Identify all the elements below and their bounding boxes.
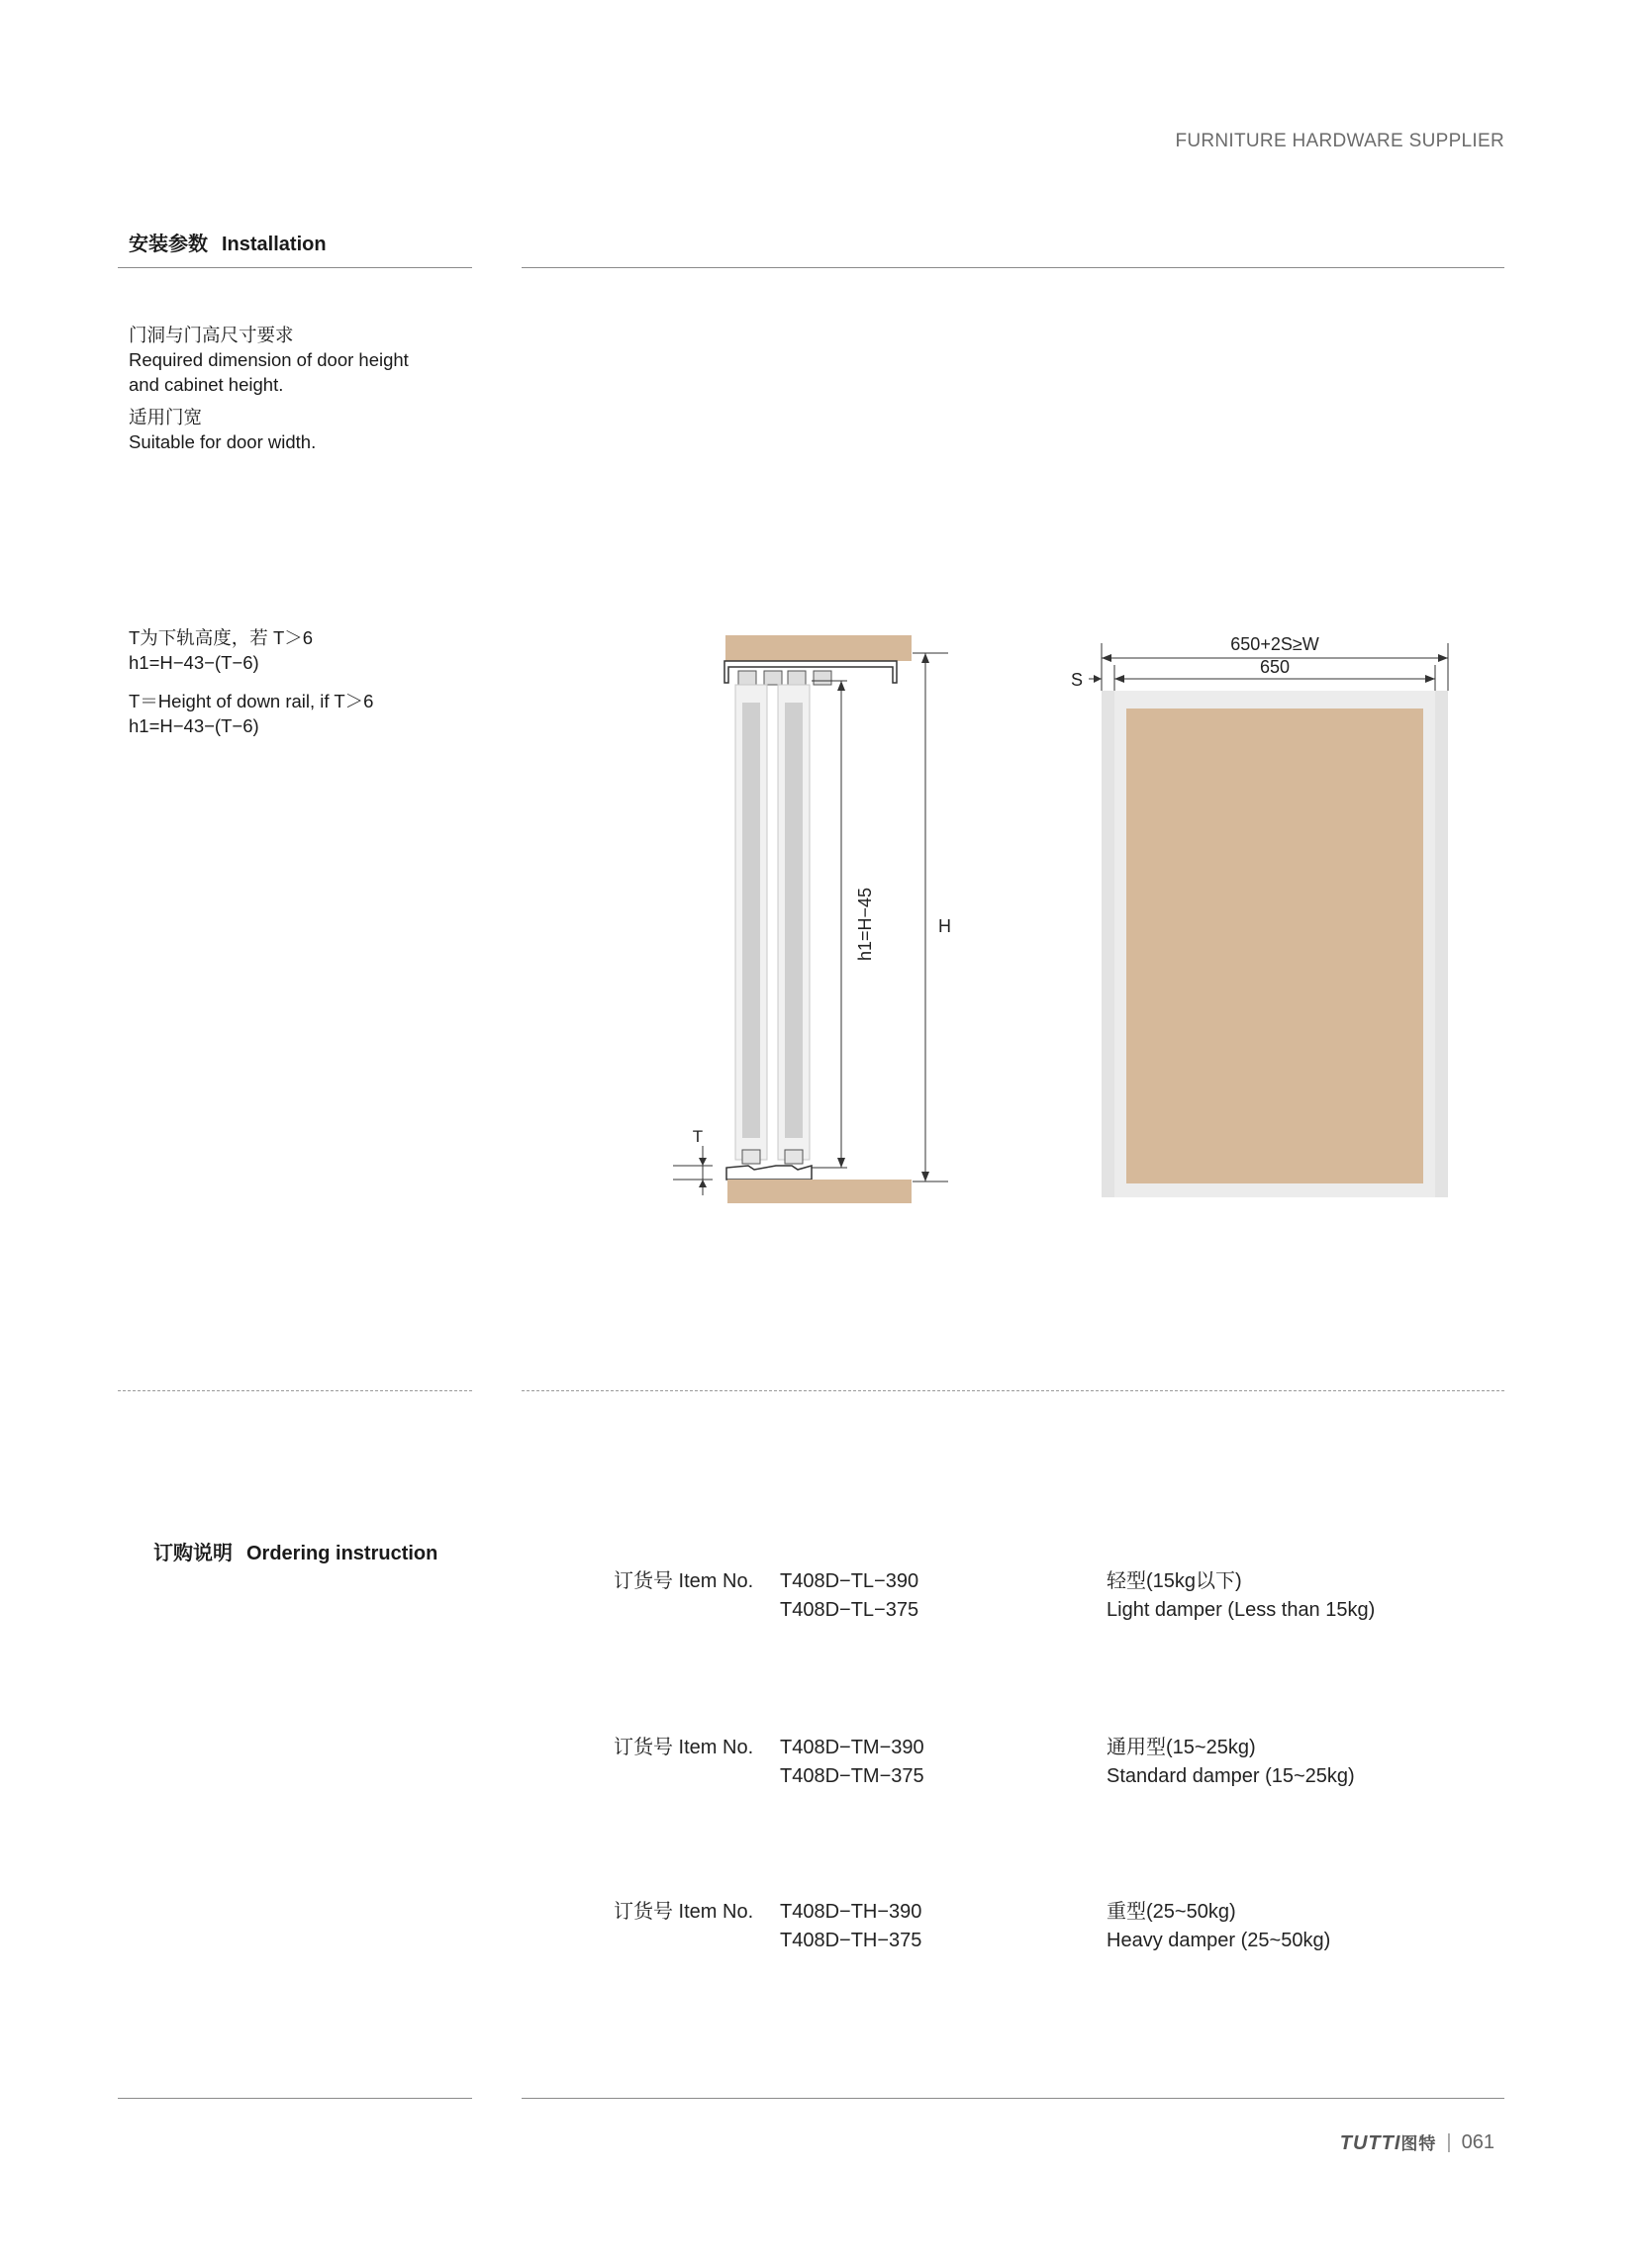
divider-left-top	[118, 267, 472, 268]
door-wood-panel	[1126, 709, 1423, 1183]
item-code-390: T408D−TM−390	[780, 1737, 924, 1758]
divider-right-top	[522, 267, 1504, 268]
s-dimension-label: S	[1070, 670, 1084, 690]
item-code-390: T408D−TL−390	[780, 1570, 919, 1592]
rail-height-note	[129, 625, 373, 738]
dashed-divider-left	[118, 1390, 472, 1391]
door-width-zh: 适用门宽	[129, 407, 203, 427]
note-en-line2: h1=H−43−(T−6)	[129, 715, 259, 736]
damper-type-en: Light damper (Less than 15kg)	[1107, 1599, 1376, 1621]
damper-type-zh: 通用型(15~25kg)	[1107, 1737, 1256, 1758]
item-code-375: T408D−TM−375	[780, 1765, 924, 1787]
damper-type-en: Standard damper (15~25kg)	[1107, 1765, 1355, 1787]
item-no-label: 订货号 Item No.	[614, 1737, 754, 1758]
requirement-zh: 门洞与门高尺寸要求	[129, 325, 294, 345]
divider-right-bottom	[522, 2098, 1504, 2099]
item-no-label: 订货号 Item No.	[614, 1901, 754, 1923]
page-footer	[1340, 2129, 1494, 2155]
note-en-line1: T＝Height of down rail, if T＞6	[129, 691, 374, 711]
requirement-en-line1: Required dimension of door height	[129, 349, 409, 370]
supplier-header: FURNITURE HARDWARE SUPPLIER	[1175, 131, 1504, 151]
brand-logo: TUTTI图特	[1339, 2132, 1437, 2154]
page-number: 061	[1461, 2130, 1494, 2153]
divider-left-bottom	[118, 2098, 472, 2099]
bottom-roller-group	[742, 1150, 803, 1164]
damper-type-en: Heavy damper (25~50kg)	[1107, 1930, 1331, 1951]
requirement-block	[129, 323, 409, 454]
installation-title-zh: 安装参数	[129, 234, 208, 255]
top-panel	[725, 635, 912, 661]
requirement-en-line2: and cabinet height.	[129, 374, 284, 395]
note-zh-line2: h1=H−43−(T−6)	[129, 652, 259, 673]
dashed-divider-right	[522, 1390, 1504, 1391]
item-codes	[780, 1734, 924, 1791]
bottom-rail	[726, 1166, 812, 1180]
installation-title-en: Installation	[222, 234, 327, 255]
ordering-title	[153, 1537, 437, 1565]
h1-dimension-label: h1=H−45	[855, 887, 875, 962]
bottom-panel	[727, 1180, 912, 1203]
side-view-diagram	[663, 623, 960, 1237]
ordering-title-zh: 订购说明	[153, 1543, 233, 1564]
item-codes	[780, 1567, 918, 1625]
item-code-375: T408D−TH−375	[780, 1930, 922, 1951]
ordering-title-en: Ordering instruction	[246, 1543, 438, 1564]
item-code-375: T408D−TL−375	[780, 1599, 919, 1621]
damper-description	[1107, 1734, 1355, 1791]
installation-title	[129, 228, 327, 256]
door-width-en: Suitable for door width.	[129, 431, 317, 452]
damper-type-zh: 轻型(15kg以下)	[1107, 1570, 1242, 1592]
footer-separator: |	[1446, 2130, 1452, 2153]
h-dimension-label: H	[938, 916, 951, 936]
width-650-label: 650	[1259, 657, 1291, 677]
top-roller-group	[738, 671, 831, 685]
damper-description	[1107, 1567, 1375, 1625]
item-no-label: 订货号 Item No.	[614, 1570, 754, 1592]
damper-type-zh: 重型(25~50kg)	[1107, 1901, 1236, 1923]
front-view-diagram	[1049, 623, 1465, 1217]
t-dimension-label: T	[692, 1127, 704, 1146]
damper-description	[1107, 1898, 1330, 1955]
item-codes	[780, 1898, 921, 1955]
item-code-390: T408D−TH−390	[780, 1901, 922, 1923]
total-width-label: 650+2S≥W	[1230, 634, 1319, 654]
note-zh-line1: T为下轨高度，若 T＞6	[129, 627, 314, 648]
